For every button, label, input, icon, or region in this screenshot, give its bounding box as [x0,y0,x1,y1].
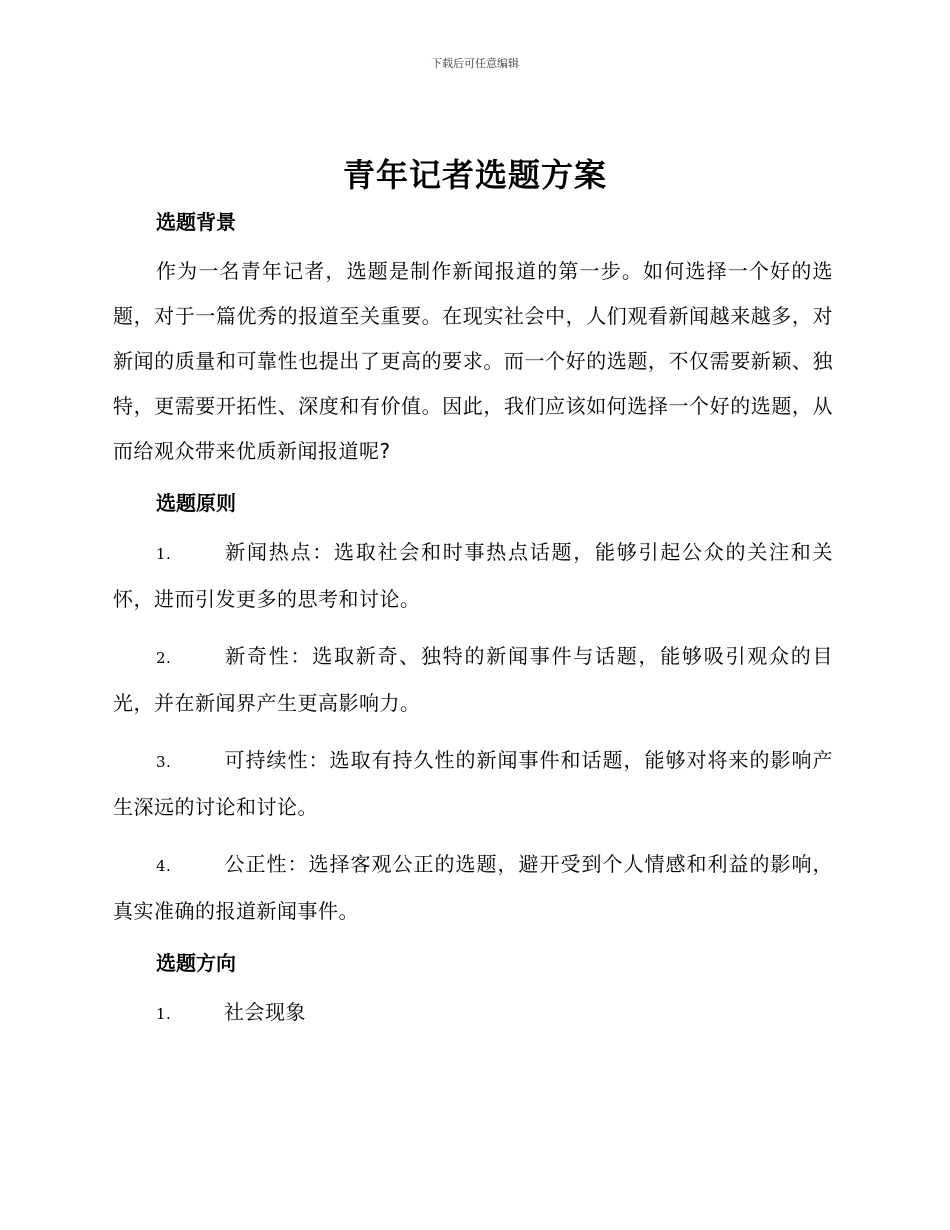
list-item-text: 社会现象 [224,1000,306,1024]
list-item [113,842,833,934]
list-item-text: 新奇性：选取新奇、独特的新闻事件与话题，能够吸引观众的目光，并在新闻界产生更高影响力。 [113,644,833,715]
header-note: 下载后可任意编辑 [431,57,519,70]
list-item-text: 公正性：选择客观公正的选题，避开受到个人情感和利益的影响，真实准确的报道新闻事件。 [113,852,833,923]
list-item-text: 新闻热点：选取社会和时事热点话题，能够引起公众的关注和关怀，进而引发更多的思考和讨论。 [113,540,833,611]
list-number: 2. [156,649,172,667]
section-heading-background: 选题背景 [156,210,236,234]
list-number: 3. [156,753,172,771]
section-heading-direction: 选题方向 [156,951,236,975]
list-item [113,530,833,622]
section-heading-principles: 选题原则 [156,491,236,515]
document-body [113,205,833,1037]
list-item [113,990,833,1037]
list-number: 4. [156,857,172,875]
list-number: 1. [156,545,172,563]
list-item [113,634,833,726]
document-title: 青年记者选题方案 [342,156,607,194]
list-item-text: 可持续性：选取有持久性的新闻事件和话题，能够对将来的影响产生深远的讨论和讨论。 [113,748,833,819]
background-paragraph: 作为一名青年记者，选题是制作新闻报道的第一步。如何选择一个好的选题，对于一篇优秀的报道至关重要。在现实社会中，人们观看新闻越来越多，对新闻的质量和可靠性也提出了更高的要求。而一个好的选题，不仅需要新颖、独特，更需要开拓性、深度和有价值。因此，我们应该如何选择一个好的选题，从而给观众带来优质新闻报道呢? [113,259,833,463]
list-item [113,738,833,830]
list-number: 1. [156,1005,172,1023]
